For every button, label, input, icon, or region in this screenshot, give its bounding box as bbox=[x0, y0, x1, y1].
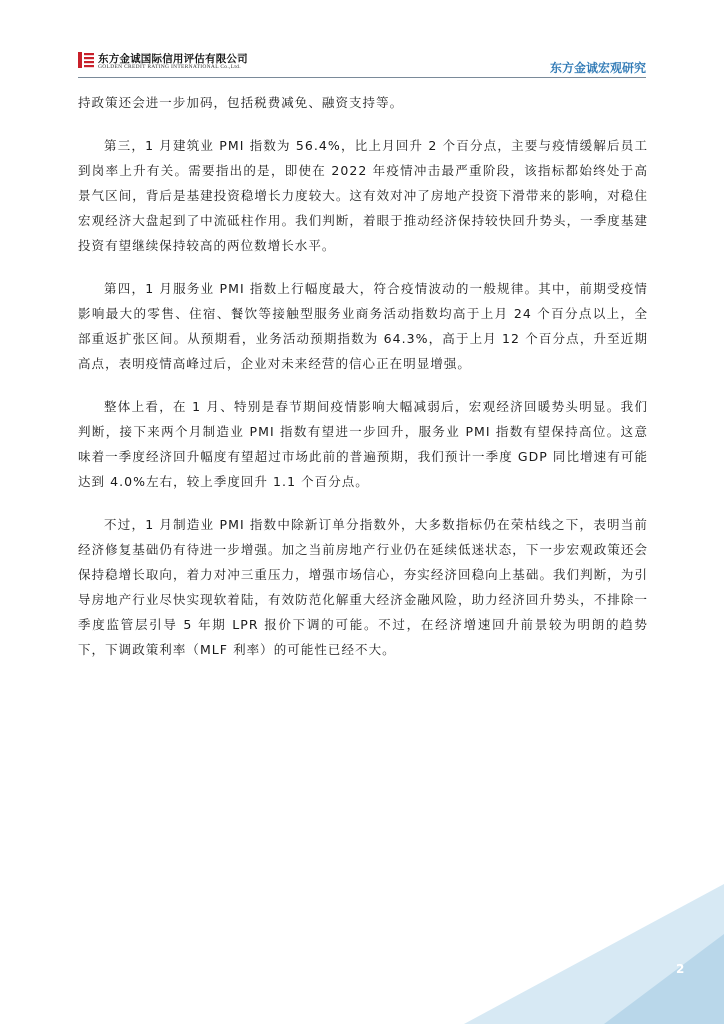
page-header bbox=[0, 0, 724, 80]
company-name-en: GOLDEN CREDIT RATING INTERNATIONAL Co.,Ltd. bbox=[98, 64, 241, 70]
corner-decoration bbox=[464, 884, 724, 1024]
header-brand: 东方金诚宏观研究 bbox=[549, 61, 646, 75]
paragraph-construction-pmi: 第三，1 月建筑业 PMI 指数为 56.4%，比上月回升 2 个百分点，主要与疫情缓解后员工到岗率上升有关。需要指出的是，即使在 2022 年疫情冲击最严重阶段，该指标都始终处于高景气区间，背后是基建投资稳增长力度较大。这有效对冲了房地产投资下滑带来的影响，对稳住宏观经济大盘起到了中流砥柱作用。我们判断，着眼于推动经济保持较快回升势头，一季度基建投资有望继续保持较高的两位数增长水平。 bbox=[78, 138, 648, 253]
paragraph-services-pmi: 第四，1 月服务业 PMI 指数上行幅度最大，符合疫情波动的一般规律。其中，前期受疫情影响最大的零售、住宿、餐饮等接触型服务业商务活动指数均高于上月 24 个百分点以上，全部重返扩张区间。从预期看，业务活动预期指数为 64.3%，高于上月 12 个百分点，升至近期高点，表明疫情高峰过后，企业对未来经营的信心正在明显增强。 bbox=[78, 281, 648, 371]
page-number: 2 bbox=[676, 962, 685, 976]
document-body bbox=[78, 90, 648, 680]
paragraph-continuation: 持政策还会进一步加码，包括税费减免、融资支持等。 bbox=[78, 95, 404, 110]
header-divider bbox=[78, 77, 646, 78]
paragraph-policy-outlook: 不过，1 月制造业 PMI 指数中除新订单分指数外，大多数指标仍在荣枯线之下，表明当前经济修复基础仍有待进一步增强。加之当前房地产行业仍在延续低迷状态，下一步宏观政策还会保持稳增长取向，着力对冲三重压力，增强市场信心，夯实经济回稳向上基础。我们判断，为引导房地产行业尽快实现软着陆，有效防范化解重大经济金融风险，助力经济回升势头，不排除一季度监管层引导 5 年期 LPR 报价下调的可能。不过，在经济增速回升前景较为明朗的趋势下，下调政策利率（MLF 利率）的可能性已经不大。 bbox=[78, 517, 648, 657]
company-logo-icon bbox=[78, 52, 94, 68]
company-name-cn: 东方金诚国际信用评估有限公司 bbox=[98, 53, 248, 65]
paragraph-overall-outlook: 整体上看，在 1 月、特别是春节期间疫情影响大幅减弱后，宏观经济回暖势头明显。我们判断，接下来两个月制造业 PMI 指数有望进一步回升，服务业 PMI 指数有望保持高位。这意味着一季度经济回升幅度有望超过市场此前的普遍预期，我们预计一季度 GDP 同比增速有可能达到 4.0%左右，较上季度回升 1.1 个百分点。 bbox=[78, 399, 648, 489]
